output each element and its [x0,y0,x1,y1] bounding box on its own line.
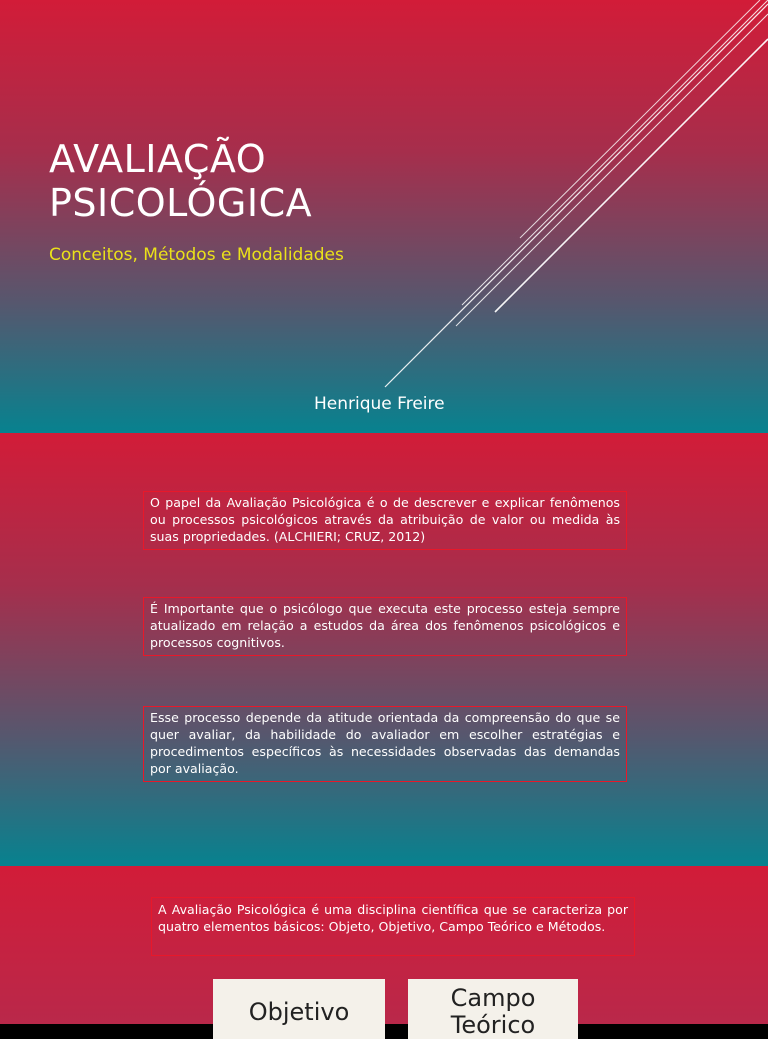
author-name: Henrique Freire [314,394,445,414]
deco-line-3 [462,0,768,305]
deco-line-2 [456,14,768,326]
content-slide [0,433,768,866]
deco-line-1 [385,4,768,387]
paragraph-box-definition: O papel da Avaliação Psicológica é o de descrever e explicar fenômenos ou processos psicológicos através da atribuição de valor ou medida às suas propriedades. (ALCHIERI; CRUZ, 2012) [143,491,627,550]
elements-slide [0,866,768,1039]
paragraph-box-importance: É Importante que o psicólogo que executa este processo esteja sempre atualizado em relação a estudos da área dos fenômenos psicológicos e processos cognitivos. [143,597,627,656]
slide-subtitle: Conceitos, Métodos e Modalidades [49,245,344,265]
deco-line-5 [520,0,760,238]
card-objetivo: Objetivo [213,979,385,1039]
title-slide [0,0,768,433]
deco-line-4 [495,39,768,312]
title-line-2: PSICOLÓGICA [49,181,313,225]
slide-title [49,137,312,225]
paragraph-box-process: Esse processo depende da atitude orientada da compreensão do que se quer avaliar, da habilidade do avaliador em escolher estratégias e procedimentos específicos às necessidades observadas das demandas por avaliação. [143,706,627,782]
card-campo-teorico: Campo Teórico [408,979,578,1039]
paragraph-box-elements: A Avaliação Psicológica é uma disciplina científica que se caracteriza por quatro elementos básicos: Objeto, Objetivo, Campo Teórico e Métodos. [151,897,635,956]
title-line-1: AVALIAÇÃO [49,137,267,181]
